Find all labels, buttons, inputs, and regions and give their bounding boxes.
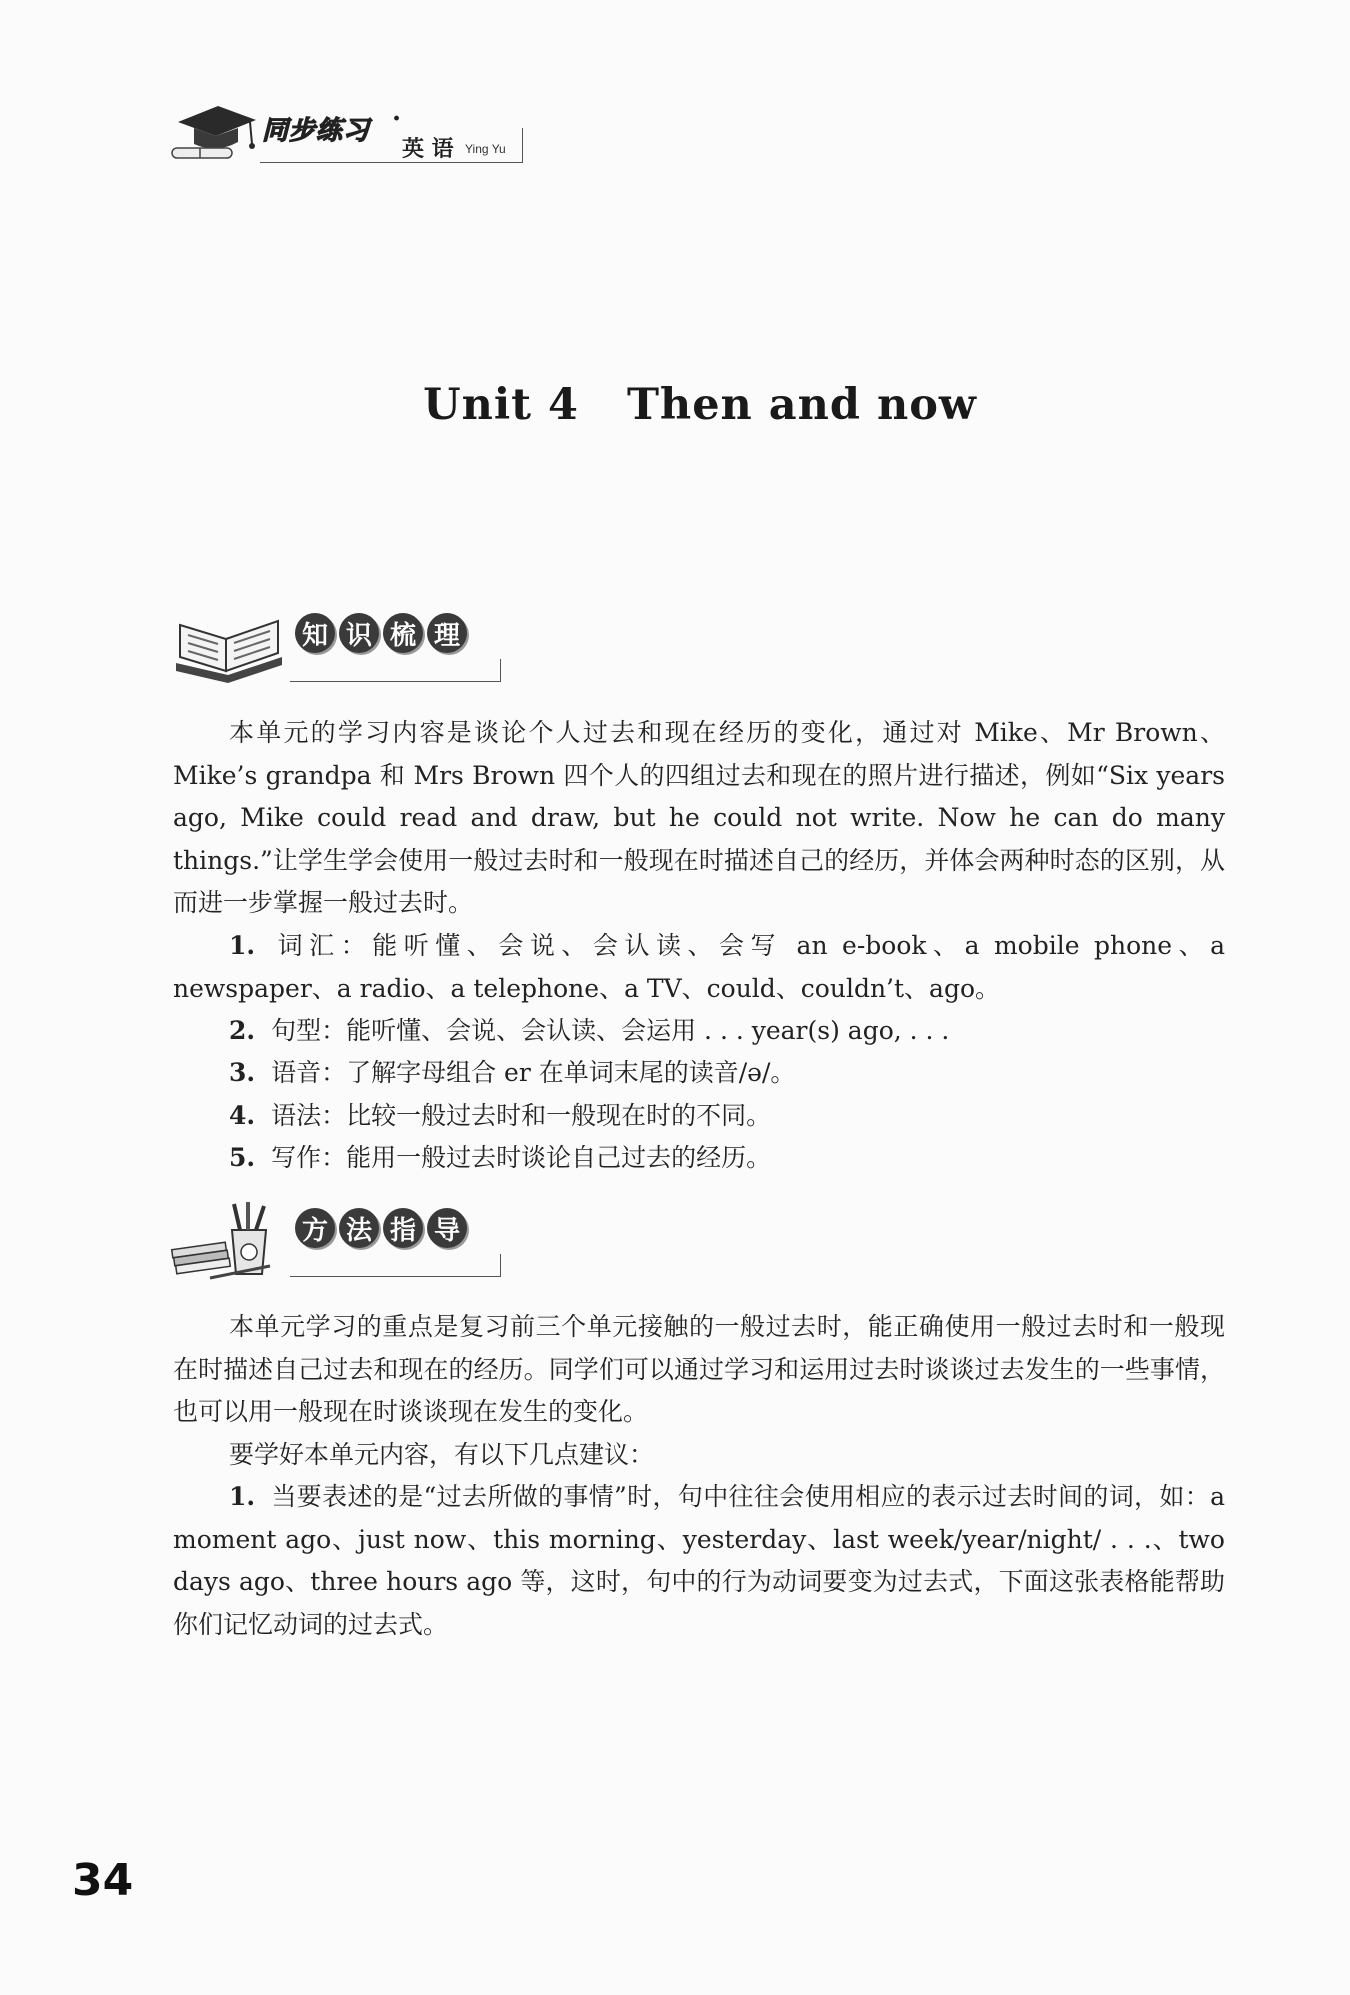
- list-item: [229, 1052, 1225, 1095]
- page-number: 34: [72, 1855, 134, 1906]
- item-text: 语音：了解字母组合 er 在单词末尾的读音/ə/。: [271, 1058, 796, 1087]
- section2-advice-intro: 要学好本单元内容，有以下几点建议：: [229, 1440, 655, 1469]
- item-text: 写作：能用一般过去时谈论自己过去的经历。: [271, 1143, 772, 1172]
- section-heading-knowledge: [170, 605, 510, 685]
- open-book-icon: [170, 605, 290, 685]
- heading-rule: [290, 659, 501, 682]
- heading-char: 导: [427, 1208, 467, 1248]
- list-item: [229, 1095, 1225, 1138]
- heading-char: 理: [427, 613, 467, 653]
- list-item: [173, 1476, 1225, 1646]
- list-item: [173, 925, 1225, 1010]
- pencil-cup-icon: [170, 1200, 290, 1280]
- item-number: 3.: [229, 1058, 256, 1087]
- item-number: 4.: [229, 1101, 256, 1130]
- heading-char: 梳: [383, 613, 423, 653]
- section2-paragraph: 本单元学习的重点是复习前三个单元接触的一般过去时，能正确使用一般过去时和一般现在时描述自己过去和现在的经历。同学们可以通过学习和运用过去时谈谈过去发生的一些事情，也可以用一般现在时谈谈现在发生的变化。: [173, 1312, 1225, 1426]
- item-number: 1.: [229, 1482, 256, 1511]
- unit-title: [0, 380, 1350, 430]
- list-item: [229, 1010, 1225, 1053]
- section1-intro: 本单元的学习内容是谈论个人过去和现在经历的变化，通过对 Mike、Mr Brown、Mike’s grandpa 和 Mrs Brown 四个人的四组过去和现在的照片进行描述，例如“Six years ago, Mike could read and draw, but he could not write. Now he can do many things.”让学生学会使用一般过去时和一般现在时描述自己的经历，并体会两种时态的区别，从而进一步掌握一般过去时。: [173, 718, 1225, 917]
- graduation-cap-icon: [170, 100, 260, 170]
- item-text: 语法：比较一般过去时和一般现在时的不同。: [271, 1101, 772, 1130]
- item-number: 2.: [229, 1016, 256, 1045]
- heading-rule: [290, 1254, 501, 1277]
- unit-number: Unit 4: [423, 380, 579, 430]
- section-heading-method: [170, 1200, 510, 1280]
- list-item: [229, 1137, 1225, 1180]
- heading-char: 知: [295, 613, 335, 653]
- heading-char: 方: [295, 1208, 335, 1248]
- heading-char: 识: [339, 613, 379, 653]
- subject-label: 英 语: [402, 137, 454, 162]
- heading-char: 法: [339, 1208, 379, 1248]
- unit-name: Then and now: [626, 380, 977, 430]
- item-text: 句型：能听懂、会说、会认读、会运用 . . . year(s) ago, . . .: [271, 1016, 950, 1045]
- series-title: 同步练习: [262, 116, 371, 146]
- item-number: 1.: [229, 931, 256, 960]
- running-header: [170, 100, 530, 170]
- subject-pinyin: Ying Yu: [465, 142, 506, 156]
- heading-char: 指: [383, 1208, 423, 1248]
- header-separator: ·: [392, 104, 402, 134]
- item-number: 5.: [229, 1143, 256, 1172]
- item-text: 当要表述的是“过去所做的事情”时，句中往往会使用相应的表示过去时间的词，如：a moment ago、just now、this morning、yesterday、last week/year/night/ . . .、two days ago、three hours ago 等，这时，句中的行为动词要变为过去式，下面这张表格能帮助你们记忆动词的过去式。: [173, 1482, 1225, 1639]
- item-text: 词汇：能听懂、会说、会认读、会写 an e-book、a mobile phone、a newspaper、a radio、a telephone、a TV、could、couldn’t、ago。: [173, 931, 1225, 1003]
